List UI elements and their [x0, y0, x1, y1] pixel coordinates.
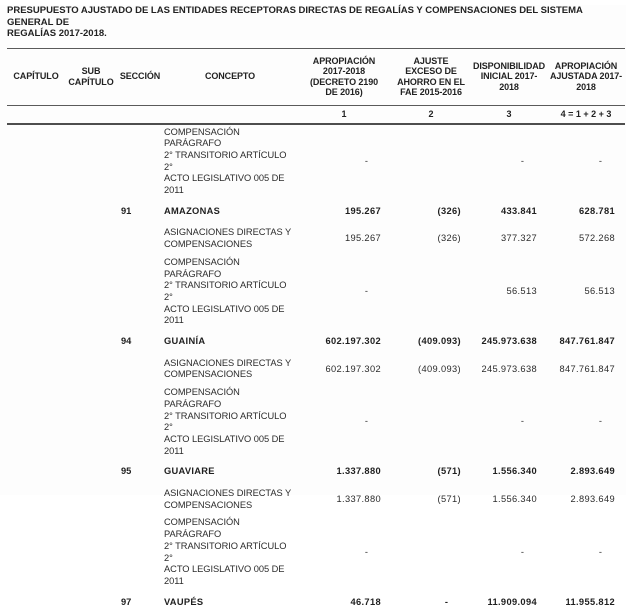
capitulo-cell: [7, 484, 65, 515]
value-cell-col4: 2.893.649: [547, 460, 625, 484]
sub-capitulo-cell: [65, 354, 117, 385]
value-cell-col1: -: [297, 255, 391, 330]
sub-capitulo-cell: [65, 515, 117, 590]
value-cell-col1: -: [297, 515, 391, 590]
value-cell-col4: 11.955.812: [547, 591, 625, 614]
column-number-1: 1: [297, 105, 391, 124]
capitulo-cell: [7, 460, 65, 484]
seccion-cell: 91: [117, 200, 163, 224]
value-cell-col2: [391, 385, 471, 460]
sub-capitulo-cell: [65, 591, 117, 614]
column-header-disponibilidad: DISPONIBILIDAD INICIAL 2017- 2018: [471, 48, 547, 105]
value-cell-col3: 245.973.638: [471, 330, 547, 354]
capitulo-cell: [7, 223, 65, 254]
sub-capitulo-cell: [65, 124, 117, 200]
seccion-cell: [117, 515, 163, 590]
seccion-cell: [117, 484, 163, 515]
sub-capitulo-cell: [65, 223, 117, 254]
detail-row: [7, 385, 625, 460]
concepto-cell: ASIGNACIONES DIRECTAS Y COMPENSACIONES: [163, 223, 297, 254]
seccion-cell: [117, 385, 163, 460]
concepto-cell: COMPENSACIÓN PARÁGRAFO 2° TRANSITORIO ARTÍCULO 2° ACTO LEGISLATIVO 005 DE 2011: [163, 385, 297, 460]
capitulo-cell: [7, 354, 65, 385]
value-cell-col3: 1.556.340: [471, 484, 547, 515]
column-header-apropiacion-ajustada: APROPIACIÓN AJUSTADA 2017- 2018: [547, 48, 625, 105]
value-cell-col1: 46.718: [297, 591, 391, 614]
seccion-cell: [117, 124, 163, 200]
value-cell-col3: -: [471, 124, 547, 200]
value-cell-col2: [391, 515, 471, 590]
value-cell-col1: -: [297, 124, 391, 200]
section-row: [7, 591, 625, 614]
detail-row: [7, 515, 625, 590]
value-cell-col3: 377.327: [471, 223, 547, 254]
detail-row: [7, 354, 625, 385]
value-cell-col4: 572.268: [547, 223, 625, 254]
section-row: [7, 200, 625, 224]
value-cell-col2: [391, 124, 471, 200]
value-cell-col1: 1.337.880: [297, 484, 391, 515]
value-cell-col3: 245.973.638: [471, 354, 547, 385]
sub-capitulo-cell: [65, 200, 117, 224]
value-cell-col4: -: [547, 385, 625, 460]
sub-capitulo-cell: [65, 255, 117, 330]
value-cell-col3: 11.909.094: [471, 591, 547, 614]
sub-capitulo-cell: [65, 460, 117, 484]
value-cell-col1: 1.337.880: [297, 460, 391, 484]
section-row: [7, 330, 625, 354]
column-number-empty: [117, 105, 163, 124]
value-cell-col4: -: [547, 515, 625, 590]
column-number-2: 2: [391, 105, 471, 124]
concepto-cell: COMPENSACIÓN PARÁGRAFO 2° TRANSITORIO ARTÍCULO 2° ACTO LEGISLATIVO 005 DE 2011: [163, 255, 297, 330]
concepto-cell: ASIGNACIONES DIRECTAS Y COMPENSACIONES: [163, 484, 297, 515]
capitulo-cell: [7, 124, 65, 200]
value-cell-col4: -: [547, 124, 625, 200]
section-row: [7, 460, 625, 484]
value-cell-col4: 847.761.847: [547, 354, 625, 385]
value-cell-col2: (326): [391, 200, 471, 224]
value-cell-col1: 602.197.302: [297, 330, 391, 354]
value-cell-col2: (571): [391, 484, 471, 515]
value-cell-col3: -: [471, 385, 547, 460]
document-title: PRESUPUESTO AJUSTADO DE LAS ENTIDADES RECEPTORAS DIRECTAS DE REGALÍAS Y COMPENSACIONES DEL SISTEMA GENERAL DE REGALÍAS 2017-2018.: [7, 5, 611, 40]
column-numbers-row: [7, 105, 625, 124]
column-header-concepto: CONCEPTO: [163, 48, 297, 105]
value-cell-col3: -: [471, 515, 547, 590]
capitulo-cell: [7, 330, 65, 354]
value-cell-col3: 1.556.340: [471, 460, 547, 484]
value-cell-col4: 628.781: [547, 200, 625, 224]
value-cell-col2: (409.093): [391, 354, 471, 385]
value-cell-col2: -: [391, 591, 471, 614]
seccion-cell: [117, 354, 163, 385]
capitulo-cell: [7, 385, 65, 460]
value-cell-col2: (326): [391, 223, 471, 254]
sub-capitulo-cell: [65, 484, 117, 515]
table-header: [7, 48, 625, 124]
scanned-budget-document: [0, 5, 626, 495]
budget-table: [7, 48, 625, 614]
capitulo-cell: [7, 200, 65, 224]
seccion-cell: 97: [117, 591, 163, 614]
header-row: [7, 48, 625, 105]
capitulo-cell: [7, 515, 65, 590]
column-header-ajuste: AJUSTE EXCESO DE AHORRO EN EL FAE 2015-2016: [391, 48, 471, 105]
seccion-cell: [117, 223, 163, 254]
column-number-empty: [163, 105, 297, 124]
seccion-cell: 95: [117, 460, 163, 484]
concepto-cell: AMAZONAS: [163, 200, 297, 224]
sub-capitulo-cell: [65, 330, 117, 354]
concepto-cell: VAUPÉS: [163, 591, 297, 614]
capitulo-cell: [7, 255, 65, 330]
value-cell-col2: (409.093): [391, 330, 471, 354]
value-cell-col4: 56.513: [547, 255, 625, 330]
value-cell-col2: [391, 255, 471, 330]
value-cell-col1: -: [297, 385, 391, 460]
sub-capitulo-cell: [65, 385, 117, 460]
concepto-cell: ASIGNACIONES DIRECTAS Y COMPENSACIONES: [163, 354, 297, 385]
column-header-seccion: SECCIÓN: [117, 48, 163, 105]
value-cell-col3: 56.513: [471, 255, 547, 330]
value-cell-col4: 2.893.649: [547, 484, 625, 515]
column-number-empty: [7, 105, 65, 124]
value-cell-col1: 602.197.302: [297, 354, 391, 385]
detail-row: [7, 223, 625, 254]
seccion-cell: [117, 255, 163, 330]
value-cell-col1: 195.267: [297, 200, 391, 224]
column-number-empty: [65, 105, 117, 124]
detail-row: [7, 124, 625, 200]
detail-row: [7, 484, 625, 515]
value-cell-col3: 433.841: [471, 200, 547, 224]
detail-row: [7, 255, 625, 330]
concepto-cell: COMPENSACIÓN PARÁGRAFO 2° TRANSITORIO ARTÍCULO 2° ACTO LEGISLATIVO 005 DE 2011: [163, 515, 297, 590]
concepto-cell: GUAVIARE: [163, 460, 297, 484]
column-number-4: 4 = 1 + 2 + 3: [547, 105, 625, 124]
column-number-3: 3: [471, 105, 547, 124]
column-header-apropiacion: APROPIACIÓN 2017-2018 (DECRETO 2190 DE 2016): [297, 48, 391, 105]
capitulo-cell: [7, 591, 65, 614]
concepto-cell: COMPENSACIÓN PARÁGRAFO 2° TRANSITORIO ARTÍCULO 2° ACTO LEGISLATIVO 005 DE 2011: [163, 124, 297, 200]
concepto-cell: GUAINÍA: [163, 330, 297, 354]
seccion-cell: 94: [117, 330, 163, 354]
value-cell-col1: 195.267: [297, 223, 391, 254]
value-cell-col2: (571): [391, 460, 471, 484]
value-cell-col4: 847.761.847: [547, 330, 625, 354]
column-header-capitulo: CAPÍTULO: [7, 48, 65, 105]
column-header-sub-capitulo: SUB CAPÍTULO: [65, 48, 117, 105]
table-body: [7, 124, 625, 614]
